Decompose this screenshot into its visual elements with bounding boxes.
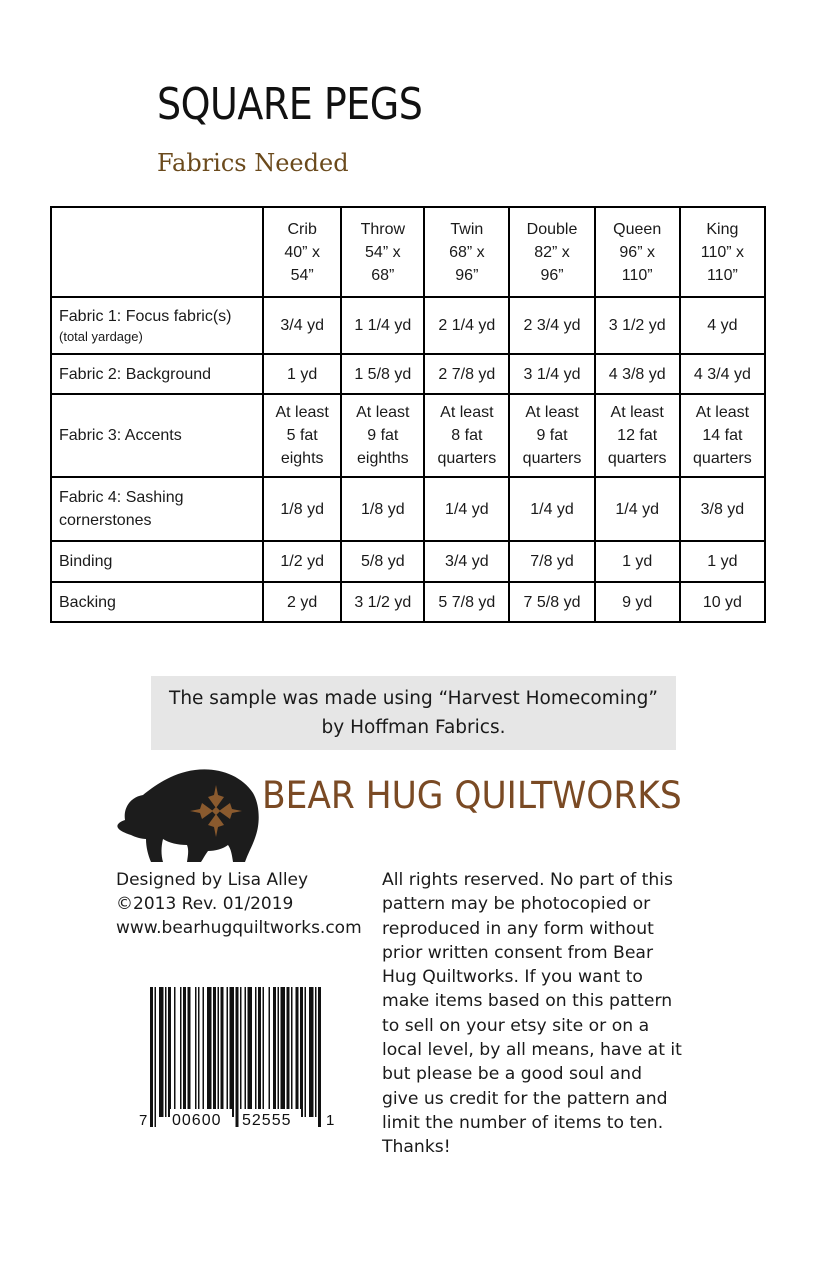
table-cell: 1/2 yd: [263, 541, 341, 582]
website-link[interactable]: www.bearhugquiltworks.com: [116, 918, 362, 938]
barcode-bar: [281, 987, 286, 1117]
cell-line: quarters: [607, 450, 667, 467]
barcode-bar: [287, 987, 290, 1117]
table-cell: 3/8 yd: [680, 477, 765, 541]
row-label: Fabric 3: Accents: [51, 394, 263, 477]
sample-note-line: by Hoffman Fabrics.: [321, 717, 506, 738]
row-label-text: Fabric 1: Focus fabric(s): [59, 308, 232, 325]
barcode-group-2: 52555: [242, 1112, 292, 1129]
column-name: Throw: [360, 220, 406, 238]
barcode-bar: [218, 987, 220, 1117]
table-cell: 2 yd: [263, 582, 341, 622]
table-cell: 1 yd: [595, 541, 680, 582]
barcode-bar: [315, 987, 317, 1117]
barcode-bar: [150, 987, 153, 1127]
barcode-bar: [221, 987, 224, 1117]
barcode-bar: [240, 987, 242, 1117]
page-subtitle: Fabrics Needed: [157, 149, 349, 177]
table-cell: 1 5/8 yd: [341, 354, 424, 394]
table-cell: [680, 394, 765, 477]
cell-line: quarters: [437, 450, 497, 467]
barcode-group-1: 00600: [172, 1112, 222, 1129]
table-cell: 5/8 yd: [341, 541, 424, 582]
cell-line: At least: [695, 404, 750, 421]
barcode-bar: [273, 987, 276, 1117]
barcode-bar: [227, 987, 229, 1117]
cell-line: quarters: [522, 450, 582, 467]
table-row-fabric-2: [51, 354, 765, 394]
column-header-double: [509, 207, 594, 297]
table-cell: [341, 394, 424, 477]
column-size: 68” x: [449, 243, 485, 261]
column-name: Twin: [450, 220, 484, 238]
table-cell: 5 7/8 yd: [424, 582, 509, 622]
table-cell: [509, 394, 594, 477]
table-cell: 4 yd: [680, 297, 765, 354]
row-label: [51, 477, 263, 541]
barcode-bar: [296, 987, 299, 1117]
column-size: 82” x: [534, 243, 570, 261]
column-header-crib: [263, 207, 341, 297]
row-label: [51, 297, 263, 354]
barcode-bar: [183, 987, 186, 1117]
table-cell: [595, 394, 680, 477]
table-cell: 4 3/8 yd: [595, 354, 680, 394]
column-header-twin: [424, 207, 509, 297]
table-cell: 7/8 yd: [509, 541, 594, 582]
column-size: 110”: [706, 266, 738, 284]
table-cell: 1/8 yd: [263, 477, 341, 541]
barcode-bar: [248, 987, 253, 1117]
barcode-bar: [180, 987, 182, 1117]
column-size: 54” x: [365, 243, 401, 261]
cell-line: eighths: [357, 450, 409, 467]
table-cell: 1/4 yd: [424, 477, 509, 541]
row-label: Binding: [51, 541, 263, 582]
row-label-text: cornerstones: [59, 512, 152, 529]
column-size: 96”: [455, 266, 479, 284]
table-cell: 1 yd: [680, 541, 765, 582]
column-name: Crib: [287, 220, 317, 238]
sample-fabric-note: [151, 676, 676, 750]
barcode-bar: [203, 987, 205, 1117]
page-title: SQUARE PEGS: [157, 78, 423, 130]
column-header-king: [680, 207, 765, 297]
barcode-bar: [207, 987, 212, 1117]
row-label: Fabric 2: Background: [51, 354, 263, 394]
table-cell: 1/8 yd: [341, 477, 424, 541]
fabric-requirements-table: [50, 206, 766, 623]
barcode-bar: [195, 987, 197, 1117]
table-cell: [424, 394, 509, 477]
table-row-backing: [51, 582, 765, 622]
table-cell: 7 5/8 yd: [509, 582, 594, 622]
cell-line: eights: [280, 450, 324, 467]
cell-line: At least: [610, 404, 664, 421]
barcode-bar: [269, 987, 271, 1117]
barcode-bar: [188, 987, 191, 1117]
company-logo-text: BEAR HUG QUILTWORKS: [262, 774, 682, 817]
table-header-row: [51, 207, 765, 297]
barcode-bars: [150, 987, 321, 1127]
barcode-digit-right: 1: [326, 1112, 335, 1129]
table-cell: 2 3/4 yd: [509, 297, 594, 354]
table-row-fabric-3: [51, 394, 765, 477]
table-cell: 3 1/4 yd: [509, 354, 594, 394]
barcode-bar: [174, 987, 176, 1117]
barcode-bar: [236, 987, 239, 1127]
cell-line: 9 fat: [536, 427, 568, 444]
table-cell: 9 yd: [595, 582, 680, 622]
table-row-fabric-4: [51, 477, 765, 541]
cell-line: 14 fat: [702, 427, 743, 444]
column-size: 110” x: [700, 243, 745, 261]
cell-line: 12 fat: [617, 427, 658, 444]
barcode-bar: [255, 987, 257, 1117]
table-row-fabric-1: [51, 297, 765, 354]
barcode-icon: [136, 987, 336, 1132]
column-size: 68”: [371, 266, 395, 284]
barcode-bar: [300, 987, 303, 1117]
barcode-bar: [165, 987, 167, 1117]
copyright-date: ©2013 Rev. 01/2019: [116, 894, 294, 914]
table-cell: 4 3/4 yd: [680, 354, 765, 394]
column-size: 110”: [621, 266, 653, 284]
barcode-bar: [213, 987, 216, 1117]
barcode-bar: [168, 987, 171, 1117]
column-header-throw: [341, 207, 424, 297]
column-size: 40” x: [284, 243, 320, 261]
barcode-bar: [245, 987, 247, 1117]
barcode-bar: [198, 987, 200, 1117]
cell-line: 9 fat: [367, 427, 399, 444]
table-cell: 1 1/4 yd: [341, 297, 424, 354]
column-name: King: [706, 220, 739, 238]
table-cell: 3 1/2 yd: [341, 582, 424, 622]
barcode-bar: [291, 987, 293, 1117]
table-cell: 2 1/4 yd: [424, 297, 509, 354]
barcode-bar: [318, 987, 321, 1127]
column-size: 96”: [540, 266, 564, 284]
designer-name: Designed by Lisa Alley: [116, 870, 309, 890]
barcode-bar: [230, 987, 235, 1117]
barcode-bar: [309, 987, 314, 1117]
cell-line: quarters: [693, 450, 752, 467]
barcode-bar: [159, 987, 164, 1117]
table-cell: 3 1/2 yd: [595, 297, 680, 354]
cell-line: At least: [525, 404, 579, 421]
table-cell: 3/4 yd: [263, 297, 341, 354]
barcode-bar: [258, 987, 261, 1117]
barcode-digit-left: 7: [139, 1112, 148, 1129]
table-corner-cell: [51, 207, 263, 297]
rights-statement: All rights reserved. No part of this pattern may be photocopied or reproduced in any form without prior written consent from Bear Hug Quiltworks. If you want to make items based on this pattern to sell on your etsy site or on a local level, by all means, have at it but please be a good soul and give us credit for the pattern and limit the number of items to ten. Thanks!: [382, 870, 682, 1158]
row-sublabel: (total yardage): [59, 329, 143, 344]
designer-credits: [116, 868, 362, 940]
column-header-queen: [595, 207, 680, 297]
cell-line: 8 fat: [451, 427, 483, 444]
table-row-binding: [51, 541, 765, 582]
column-name: Double: [526, 220, 578, 238]
table-cell: 1/4 yd: [509, 477, 594, 541]
table-cell: 10 yd: [680, 582, 765, 622]
column-size: 54”: [290, 266, 314, 284]
bear-logo-icon: [113, 765, 263, 865]
barcode-bar: [263, 987, 265, 1117]
barcode-bar: [305, 987, 307, 1117]
table-cell: 2 7/8 yd: [424, 354, 509, 394]
column-size: 96” x: [619, 243, 655, 261]
cell-line: At least: [275, 404, 329, 421]
cell-line: 5 fat: [286, 427, 318, 444]
row-label: Backing: [51, 582, 263, 622]
cell-line: At least: [356, 404, 410, 421]
row-label-text: Fabric 4: Sashing: [59, 489, 184, 506]
barcode-bar: [278, 987, 280, 1117]
table-cell: 3/4 yd: [424, 541, 509, 582]
column-name: Queen: [613, 220, 662, 238]
cell-line: At least: [440, 404, 494, 421]
table-cell: 1/4 yd: [595, 477, 680, 541]
table-cell: [263, 394, 341, 477]
barcode-bar: [155, 987, 157, 1127]
sample-note-line: The sample was made using “Harvest Homecoming”: [169, 688, 658, 709]
table-cell: 1 yd: [263, 354, 341, 394]
